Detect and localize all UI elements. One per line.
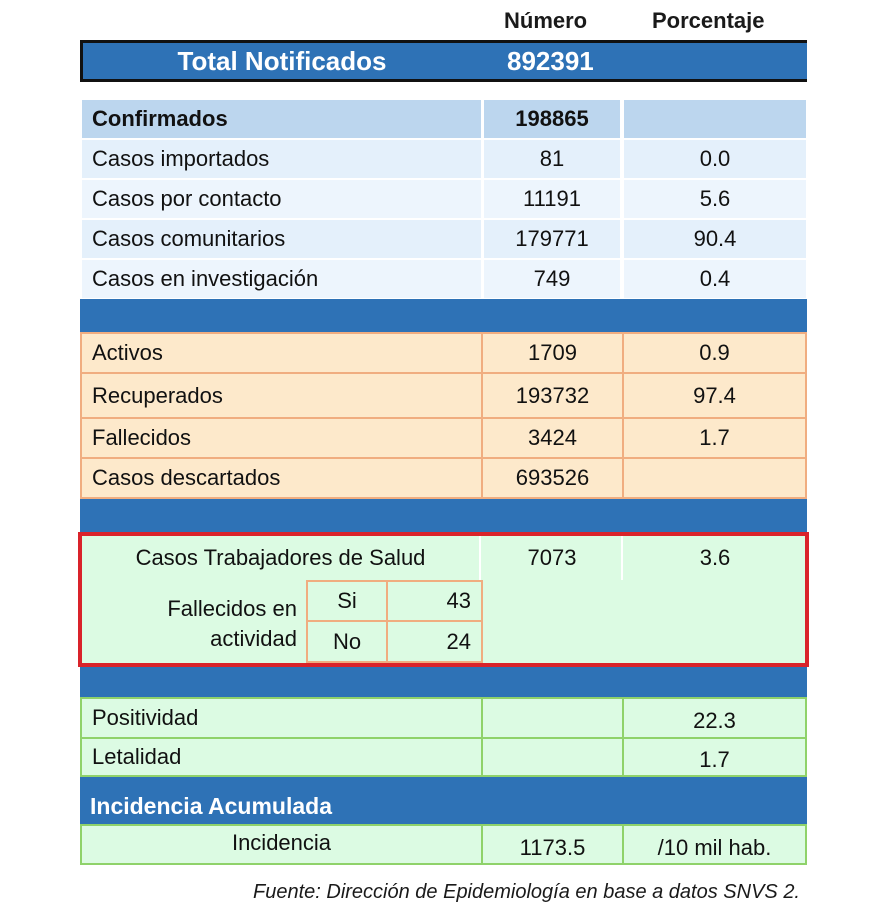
row-numero-fallecidos: 3424: [481, 417, 624, 459]
row-porcentaje-letalidad: 1.7: [622, 737, 807, 777]
trabajadores-salud-label: Casos Trabajadores de Salud: [82, 536, 481, 580]
incidencia-acumulada-title: Incidencia Acumulada: [80, 777, 807, 824]
row-numero-activos: 1709: [481, 332, 624, 374]
fallecidos-si-label: Si: [306, 580, 388, 622]
row-porcentaje-positividad: 22.3: [622, 697, 807, 739]
row-porcentaje-recuperados: 97.4: [622, 372, 807, 419]
section-separator: [80, 499, 807, 535]
row-label-activos: Activos: [80, 332, 483, 374]
confirmados-porcentaje-empty: [624, 100, 806, 138]
fallecidos-label-line1: Fallecidos en: [167, 596, 297, 621]
row-numero-investigacion: 749: [484, 260, 620, 298]
row-label-fallecidos: Fallecidos: [80, 417, 483, 459]
column-header-porcentaje: Porcentaje: [652, 8, 765, 33]
row-porcentaje-investigacion: 0.4: [624, 260, 806, 298]
row-porcentaje-fallecidos: 1.7: [622, 417, 807, 459]
row-label-recuperados: Recuperados: [80, 372, 483, 419]
row-numero-positividad: [481, 697, 624, 739]
row-label-descartados: Casos descartados: [80, 457, 483, 499]
row-porcentaje-importados: 0.0: [624, 140, 806, 178]
fallecidos-no-label: No: [306, 620, 388, 663]
row-porcentaje-contacto: 5.6: [624, 180, 806, 218]
incidencia-label: Incidencia: [80, 824, 483, 865]
trabajadores-salud-porcentaje: 3.6: [699, 545, 731, 570]
row-label-importados: Casos importados: [82, 140, 481, 178]
row-numero-importados: 81: [484, 140, 620, 178]
row-porcentaje-descartados: [622, 457, 807, 499]
row-label-investigacion: Casos en investigación: [82, 260, 481, 298]
total-notificados-row: [80, 40, 807, 82]
row-numero-descartados: 693526: [481, 457, 624, 499]
total-notificados-label: Total Notificados: [177, 45, 387, 76]
confirmados-label: Confirmados: [82, 100, 481, 138]
row-label-positividad: Positividad: [80, 697, 483, 739]
fallecidos-no-value: 24: [386, 620, 483, 663]
fallecidos-en-actividad-label: [82, 582, 307, 663]
fallecidos-si-value: 43: [386, 580, 483, 622]
incidencia-unidad: /10 mil hab.: [622, 824, 807, 865]
estado-section: [80, 332, 807, 499]
confirmados-value: 198865: [484, 100, 620, 138]
section-separator: [80, 299, 807, 332]
total-notificados-value: 892391: [507, 45, 594, 76]
row-numero-letalidad: [481, 737, 624, 777]
row-numero-recuperados: 193732: [481, 372, 624, 419]
fallecidos-label-line2: actividad: [210, 626, 297, 651]
trabajadores-salud-highlight: [78, 532, 809, 667]
row-label-letalidad: Letalidad: [80, 737, 483, 777]
confirmados-breakdown: [82, 140, 806, 298]
incidencia-value: 1173.5: [481, 824, 624, 865]
row-numero-comunitarios: 179771: [484, 220, 620, 258]
row-porcentaje-comunitarios: 90.4: [624, 220, 806, 258]
row-label-contacto: Casos por contacto: [82, 180, 481, 218]
row-label-comunitarios: Casos comunitarios: [82, 220, 481, 258]
row-numero-contacto: 11191: [484, 180, 620, 218]
trabajadores-salud-numero: 7073: [483, 536, 623, 580]
row-porcentaje-activos: 0.9: [622, 332, 807, 374]
section-separator: [80, 667, 807, 697]
source-footnote: Fuente: Dirección de Epidemiología en base a datos SNVS 2.: [253, 881, 800, 903]
column-header-numero: Número: [504, 8, 588, 33]
